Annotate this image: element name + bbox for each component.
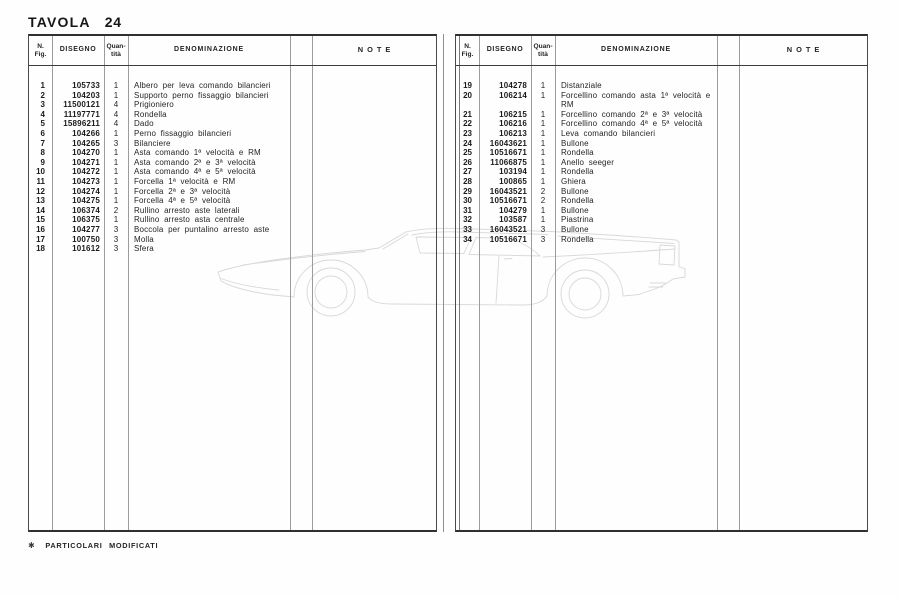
quantity: 1 (113, 196, 119, 206)
table-header (456, 36, 867, 66)
fig-number: 11 (36, 176, 45, 186)
table-row (29, 148, 436, 158)
disegno-number: 103194 (499, 167, 527, 177)
fig-number: 4 (40, 109, 45, 119)
denominazione: Prigioniero (134, 100, 174, 110)
quantity: 1 (540, 128, 546, 138)
fig-number: 9 (40, 157, 45, 167)
quantity: 1 (540, 205, 546, 215)
quantity: 1 (540, 167, 546, 177)
table-row (456, 177, 867, 187)
table-row (29, 206, 436, 216)
quantity: 3 (540, 234, 546, 244)
quantity: 4 (113, 100, 119, 110)
fig-number: 24 (463, 138, 472, 148)
header-note: NOTE (786, 45, 824, 55)
denominazione: Rondella (561, 196, 594, 206)
denominazione: Forcella 1ª velocità e RM (134, 176, 236, 186)
denominazione: Rondella (561, 148, 594, 158)
disegno-number: 11500121 (63, 100, 100, 110)
denominazione: Ghiera (561, 176, 586, 186)
disegno-number: 11066875 (490, 157, 527, 167)
table-row (29, 244, 436, 254)
denominazione: Rondella (561, 167, 594, 177)
denominazione: Bullone (561, 186, 589, 196)
denominazione: Forcellino comando 2ª e 3ª velocità (561, 109, 703, 119)
quantity: 1 (113, 128, 119, 138)
table-row (456, 91, 867, 110)
table-row (29, 119, 436, 129)
denominazione: Rullino arresto aste laterali (134, 205, 240, 215)
table-row (456, 119, 867, 129)
denominazione: Piastrina (561, 215, 594, 225)
denominazione: Asta comando 1ª velocità e RM (134, 148, 261, 158)
disegno-number: 104274 (72, 186, 100, 196)
denominazione: Asta comando 2ª e 3ª velocità (134, 157, 256, 167)
table-row (29, 177, 436, 187)
page-title (28, 14, 122, 30)
header-quantita: Quan- tità (106, 42, 126, 58)
fig-number: 14 (36, 205, 45, 215)
quantity: 1 (540, 215, 546, 225)
fig-number: 6 (40, 128, 45, 138)
disegno-number: 104278 (499, 81, 527, 90)
page-title-number: 24 (104, 14, 122, 30)
parts-table-right (455, 34, 868, 532)
table-row (456, 81, 867, 91)
quantity: 1 (113, 167, 119, 177)
disegno-number: 106214 (499, 90, 527, 100)
denominazione: Forcellino comando 4ª e 5ª velocità (561, 119, 703, 129)
denominazione: Supporto perno fissaggio bilancieri (134, 90, 269, 100)
disegno-number: 104271 (72, 157, 100, 167)
denominazione: Bilanciere (134, 138, 171, 148)
quantity: 1 (113, 148, 119, 158)
quantity: 3 (113, 138, 119, 148)
denominazione: Bullone (561, 205, 589, 215)
denominazione: Bullone (561, 224, 589, 234)
table-body (456, 66, 867, 244)
fig-number: 12 (36, 186, 45, 196)
header-denominazione: DENOMINAZIONE (174, 46, 244, 54)
table-row (456, 158, 867, 168)
table-row (29, 158, 436, 168)
disegno-number: 106375 (72, 215, 100, 225)
fig-number: 33 (463, 224, 472, 234)
quantity: 1 (113, 215, 119, 225)
table-row (456, 215, 867, 225)
quantity: 4 (113, 119, 119, 129)
quantity: 1 (113, 81, 119, 90)
quantity: 1 (540, 148, 546, 158)
denominazione: Albero per leva comando bilancieri (134, 81, 271, 90)
table-row (29, 187, 436, 197)
disegno-number: 104275 (72, 196, 100, 206)
table-row (456, 139, 867, 149)
disegno-number: 103587 (499, 215, 527, 225)
table-row (29, 215, 436, 225)
quantity: 1 (540, 157, 546, 167)
disegno-number: 16043521 (489, 186, 527, 196)
disegno-number: 11197771 (63, 109, 100, 119)
disegno-number: 101612 (72, 244, 100, 254)
fig-number: 17 (36, 234, 45, 244)
header-quantita: Quan- tità (533, 42, 553, 58)
table-row (456, 235, 867, 245)
fig-number: 23 (463, 128, 472, 138)
footnote (28, 541, 158, 550)
denominazione: Leva comando bilancieri (561, 128, 656, 138)
denominazione: Sfera (134, 244, 154, 254)
disegno-number: 106374 (72, 205, 100, 215)
table-body (29, 66, 436, 254)
quantity: 3 (113, 224, 119, 234)
disegno-number: 16043621 (489, 138, 527, 148)
denominazione: Perno fissaggio bilancieri (134, 128, 232, 138)
disegno-number: 106213 (499, 128, 527, 138)
fig-number: 31 (463, 205, 472, 215)
disegno-number: 104277 (72, 224, 100, 234)
header-note: NOTE (357, 45, 395, 55)
disegno-number: 104270 (72, 148, 100, 158)
page-gutter-line (443, 34, 444, 532)
quantity: 2 (540, 186, 546, 196)
table-header (29, 36, 436, 66)
header-disegno: DISEGNO (486, 46, 524, 54)
table-row (29, 100, 436, 110)
fig-number: 25 (463, 148, 472, 158)
table-row (456, 196, 867, 206)
table-row (456, 167, 867, 177)
fig-number: 22 (463, 119, 472, 129)
denominazione: Forcella 4ª e 5ª velocità (134, 196, 231, 206)
denominazione: Dado (134, 119, 154, 129)
denominazione: Molla (134, 234, 154, 244)
parts-table-left (28, 34, 437, 532)
footnote-text: PARTICOLARI MODIFICATI (45, 541, 159, 550)
fig-number: 13 (36, 196, 45, 206)
table-row (29, 110, 436, 120)
fig-number: 21 (463, 109, 472, 119)
denominazione: Rullino arresto asta centrale (134, 215, 245, 225)
modified-parts-star-icon: ✱ (28, 540, 36, 550)
disegno-number: 10516671 (489, 148, 527, 158)
denominazione: Asta comando 4ª e 5ª velocità (134, 167, 256, 177)
fig-number: 29 (463, 186, 472, 196)
quantity: 2 (113, 205, 119, 215)
header-fig: N. Fig. (461, 42, 474, 58)
fig-number: 8 (40, 148, 45, 158)
denominazione: Boccola per puntalino arresto aste (134, 224, 270, 234)
disegno-number: 15896211 (63, 119, 100, 129)
header-disegno: DISEGNO (59, 46, 97, 54)
denominazione: Rondella (561, 234, 594, 244)
fig-number: 32 (463, 215, 472, 225)
quantity: 1 (113, 176, 119, 186)
quantity: 1 (113, 157, 119, 167)
quantity: 1 (540, 119, 546, 129)
quantity: 1 (113, 90, 119, 100)
table-row (29, 235, 436, 245)
disegno-number: 100750 (72, 234, 100, 244)
fig-number: 27 (463, 167, 472, 177)
table-row (29, 129, 436, 139)
fig-number: 16 (36, 224, 45, 234)
table-row (29, 81, 436, 91)
quantity: 3 (540, 224, 546, 234)
header-fig: N. Fig. (34, 42, 47, 58)
fig-number: 28 (463, 176, 472, 186)
quantity: 1 (540, 138, 546, 148)
denominazione: Forcella 2ª e 3ª velocità (134, 186, 231, 196)
fig-number: 5 (40, 119, 45, 129)
quantity: 1 (540, 81, 546, 90)
fig-number: 10 (36, 167, 45, 177)
header-denominazione: DENOMINAZIONE (601, 46, 671, 54)
quantity: 1 (113, 186, 119, 196)
fig-number: 19 (463, 81, 472, 90)
table-row (29, 139, 436, 149)
quantity: 4 (113, 109, 119, 119)
fig-number: 1 (40, 81, 45, 90)
disegno-number: 106216 (499, 119, 527, 129)
denominazione: Bullone (561, 138, 589, 148)
quantity: 1 (540, 90, 546, 100)
disegno-number: 104203 (72, 90, 100, 100)
fig-number: 26 (463, 157, 472, 167)
fig-number: 3 (40, 100, 45, 110)
page-title-label: TAVOLA (28, 14, 91, 30)
table-row (29, 167, 436, 177)
disegno-number: 106215 (499, 109, 527, 119)
disegno-number: 104279 (499, 205, 527, 215)
table-row (456, 187, 867, 197)
disegno-number: 10516671 (489, 234, 527, 244)
table-row (456, 110, 867, 120)
disegno-number: 16043521 (489, 224, 527, 234)
table-row (456, 206, 867, 216)
quantity: 2 (540, 196, 546, 206)
fig-number: 7 (40, 138, 45, 148)
table-row (29, 91, 436, 101)
quantity: 1 (540, 176, 546, 186)
disegno-number: 10516671 (489, 196, 527, 206)
disegno-number: 104272 (72, 167, 100, 177)
table-row (456, 148, 867, 158)
denominazione: Anello seeger (561, 157, 615, 167)
table-row (29, 225, 436, 235)
disegno-number: 105733 (72, 81, 100, 90)
denominazione: Forcellino comando asta 1ª velocità e RM (561, 90, 711, 110)
quantity: 1 (540, 109, 546, 119)
disegno-number: 100865 (499, 176, 527, 186)
fig-number: 20 (463, 90, 472, 100)
table-row (456, 129, 867, 139)
quantity: 3 (113, 234, 119, 244)
table-row (456, 225, 867, 235)
fig-number: 18 (36, 244, 45, 254)
denominazione: Distanziale (561, 81, 602, 90)
disegno-number: 104265 (72, 138, 100, 148)
fig-number: 34 (463, 234, 472, 244)
quantity: 3 (113, 244, 119, 254)
fig-number: 2 (40, 90, 45, 100)
fig-number: 15 (36, 215, 45, 225)
disegno-number: 104273 (72, 176, 100, 186)
table-row (29, 196, 436, 206)
denominazione: Rondella (134, 109, 167, 119)
disegno-number: 104266 (72, 128, 100, 138)
fig-number: 30 (463, 196, 472, 206)
